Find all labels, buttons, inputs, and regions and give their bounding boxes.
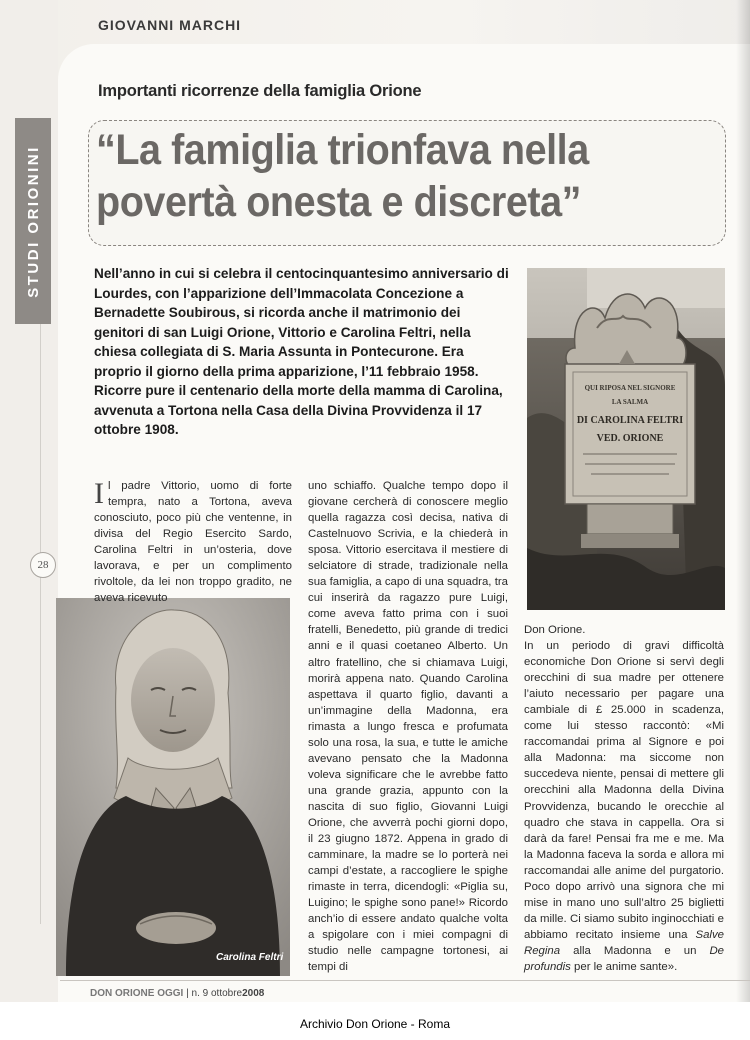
drop-cap: I xyxy=(94,477,104,510)
issue-year: 2008 xyxy=(242,988,265,999)
article-column-2: uno schiaffo. Qualche tempo dopo il giovane cercherà di conoscere meglio quella ragazza così decisa, nativa di Castelnuovo Scrivia, e la chiederà in sposa. Vittorio esercitava il mestiere di selciatore di strade, tradizionale nella sua famiglia, a capo di una squadra, tra cui inserirà da ragazzo pure Luigi, come aveva fatto prima con i suoi fratelli, Benedetto, più grande di tredici anni e il quasi coetaneo Alberto. Un altro fratellino, che si chiamava Luigi, morirà appena nato. Quando Carolina aspettava il quarto figlio, davanti a un’immagine della Madonna, era rimasta a lungo fresca e profumata solo una rosa, la sua, e tutte le amiche avevano pensato che la Madonna voleva significare che le avrebbe fatto una grande grazia, appunto con la nascita di suo figlio, Giovanni Luigi Orione, che avverrà pochi giorni dopo, il 23 giugno 1872. Appena in grado di camminare, la madre se lo porterà nei campi d’estate, a raccogliere le spighe rimaste in terra, dicendogli: «Piglia su, Luigino; le spighe sono pane!» Ricordo anch’io di essere andato qualche volta a spigolare con i miei compagni di studio nelle campagne tortonesi, ai tempi di xyxy=(308,480,508,974)
tombstone-line-2: LA SALMA xyxy=(611,398,649,406)
tombstone-line-4: VED. ORIONE xyxy=(596,433,664,444)
page-fold-shadow xyxy=(736,0,750,1002)
footer-separator: | xyxy=(186,988,189,999)
margin-rule xyxy=(40,324,41,924)
page-number: 28 xyxy=(30,552,56,578)
tombstone-line-1: QUI RIPOSA NEL SIGNORE xyxy=(584,384,676,392)
column-3-italic-title-2: De profundis xyxy=(524,944,724,973)
article-column-1 xyxy=(94,478,292,606)
author-header: GIOVANNI MARCHI xyxy=(98,17,242,33)
page-footer xyxy=(90,988,264,999)
article-title-line-1: “La famiglia trionfava nella xyxy=(96,126,589,174)
column-3-text-part-1: Don Orione. In un periodo di gravi difficoltà economiche Don Orione si servì degli orecchini di sua madre per ottenere l’aiuto necessario per pagare una cambiale di £ 25.000 in scadenza, come lui stesso raccontò: «Mi raccomandai prima al Signore e poi alla Madonna: ma siccome non succedeva niente, pensai di mettere gli orecchini alla Madonna della Divina Provvidenza, bucando le orecchie al quadro che stava in cappella. Ora si darà da fare! Pensai fra me e me. Ma la Madonna faceva la sorda e allora mi raccomandai alle anime del purgatorio. Poco dopo arrivò una signora che mi mise in mano uno sull’altro 25 biglietti da mille. Ci siamo subito inginocchiati e abbiamo recitato insieme una xyxy=(524,624,724,941)
portrait-illustration xyxy=(56,598,290,976)
article-lead: Nell’anno in cui si celebra il centocinquantesimo anniversario di Lourdes, con l’apparizione dell’Immacolata Concezione a Bernadette Soubirous, si ricorda anche il matrimonio dei genitori di san Luigi Orione, Vittorio e Carolina Feltri, nella chiesa collegiata di S. Maria Assunta in Pontecurone. Era proprio il giorno della prima apparizione, l’11 febbraio 1958. Ricorre pure il centenario della morte della mamma di Carolina, avvenuta a Tortona nella Casa della Divina Provvidenza il 17 ottobre 1908. xyxy=(94,266,509,437)
tombstone-illustration xyxy=(527,268,725,610)
article-title-line-2: povertà onesta e discreta” xyxy=(96,178,581,226)
article-column-3 xyxy=(524,622,724,975)
archive-label: Archivio Don Orione - Roma xyxy=(299,1017,451,1031)
section-band-label xyxy=(15,118,51,324)
magazine-name: DON ORIONE OGGI xyxy=(90,988,184,999)
column-3-italic-title-1: Salve Regina xyxy=(524,928,724,957)
article-kicker: Importanti ricorrenze della famiglia Orione xyxy=(98,82,422,100)
footer-rule xyxy=(60,980,750,981)
column-3-text-part-3: per le anime sante». xyxy=(570,960,678,973)
photo-caption: Carolina Feltri xyxy=(216,952,284,963)
issue-label: n. 9 ottobre xyxy=(191,988,243,999)
column-1-text: l padre Vittorio, uomo di forte tempra, nato a Tortona, aveva conosciuto, poco più che ventenne, in divisa del Regio Esercito Sardo, Carolina Feltri in un’osteria, dove lavorava, e per un complimento rivoltole, da lei non troppo gradito, ne aveva ricevuto xyxy=(94,480,292,605)
tombstone-photo xyxy=(527,268,725,610)
portrait-photo xyxy=(56,598,290,976)
column-3-text-part-2: alla Madonna e un xyxy=(560,944,710,957)
section-name: STUDI ORIONINI xyxy=(24,144,42,298)
tombstone-line-3: DI CAROLINA FELTRI xyxy=(576,415,684,426)
